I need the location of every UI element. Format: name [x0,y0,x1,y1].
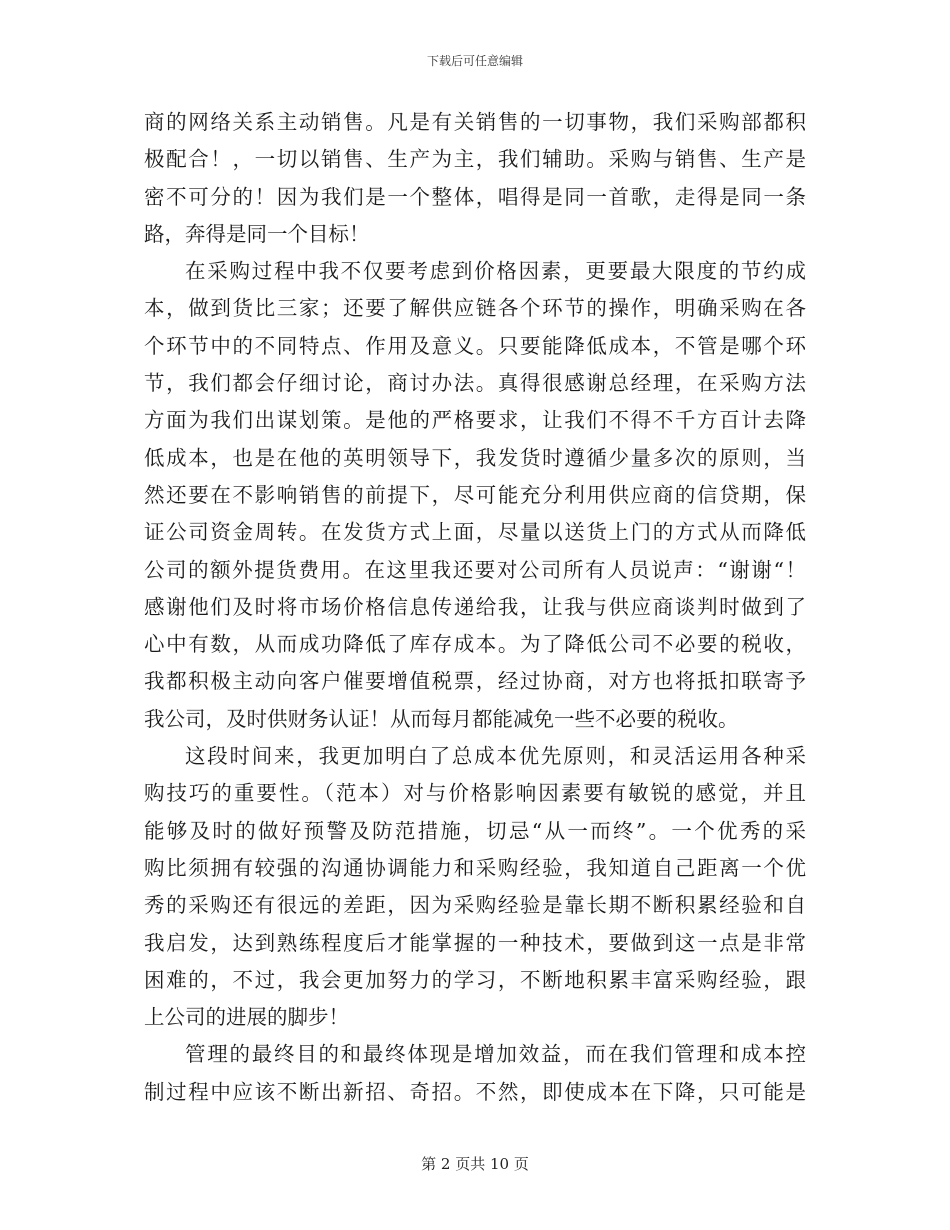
text-line: 我都积极主动向客户催要增值税票，经过协商，对方也将抵扣联寄予 [144,669,806,694]
text-line: 制过程中应该不断出新招、奇招。不然，即使成本在下降，只可能是 [144,1079,806,1104]
text-line: 这段时间来，我更加明白了总成本优先原则，和灵活运用各种采 [185,744,806,769]
text-line: 困难的，不过，我会更加努力的学习，不断地积累丰富采购经验，跟 [144,967,806,992]
text-line: 在采购过程中我不仅要考虑到价格因素，更要最大限度的节约成 [185,259,806,284]
document-body [144,104,806,1111]
text-line: 感谢他们及时将市场价格信息传递给我，让我与供应商谈判时做到了 [144,594,806,619]
text-line: 秀的采购还有很远的差距，因为采购经验是靠长期不断积累经验和自 [144,893,806,918]
text-line: 我公司，及时供财务认证！从而每月都能减免一些不必要的税收。 [144,706,739,731]
text-line: 公司的额外提货费用。在这里我还要对公司所有人员说声：“谢谢“！ [144,557,806,582]
text-line: 本，做到货比三家；还要了解供应链各个环节的操作，明确采购在各 [144,296,806,321]
text-line: 上公司的进展的脚步！ [144,1005,349,1030]
text-line: 节，我们都会仔细讨论，商讨办法。真得很感谢总经理，在采购方法 [144,371,806,396]
text-line: 低成本，也是在他的英明领导下，我发货时遵循少量多次的原则，当 [144,445,806,470]
text-line: 路，奔得是同一个目标！ [144,221,370,246]
text-line: 证公司资金周转。在发货方式上面，尽量以送货上门的方式从而降低 [144,520,806,545]
text-line: 极配合！，一切以销售、生产为主，我们辅助。采购与销售、生产是 [144,147,806,172]
text-line: 心中有数，从而成功降低了库存成本。为了降低公司不必要的税收， [144,632,806,657]
text-line: 然还要在不影响销售的前提下，尽可能充分利用供应商的信贷期，保 [144,482,806,507]
text-line: 密不可分的！因为我们是一个整体，唱得是同一首歌，走得是同一条 [144,184,806,209]
text-line: 商的网络关系主动销售。凡是有关销售的一切事物，我们采购部都积 [144,110,806,134]
text-line: 个环节中的不同特点、作用及意义。只要能降低成本，不管是哪个环 [144,333,806,358]
page-footer: 第 2 页共 10 页 [421,1155,529,1173]
text-line: 方面为我们出谋划策。是他的严格要求，让我们不得不千方百计去降 [144,408,806,433]
text-line: 购比须拥有较强的沟通协调能力和采购经验，我知道自己距离一个优 [144,855,806,880]
text-line: 购技巧的重要性。（范本）对与价格影响因素要有敏锐的感觉，并且 [144,781,806,806]
text-line: 能够及时的做好预警及防范措施，切忌“从一而终”。一个优秀的采 [144,818,806,843]
text-line: 我启发，达到熟练程度后才能掌握的一种技术，要做到这一点是非常 [144,930,806,955]
page-header: 下载后可任意编辑 [426,54,523,68]
text-line: 管理的最终目的和最终体现是增加效益，而在我们管理和成本控 [185,1042,806,1067]
